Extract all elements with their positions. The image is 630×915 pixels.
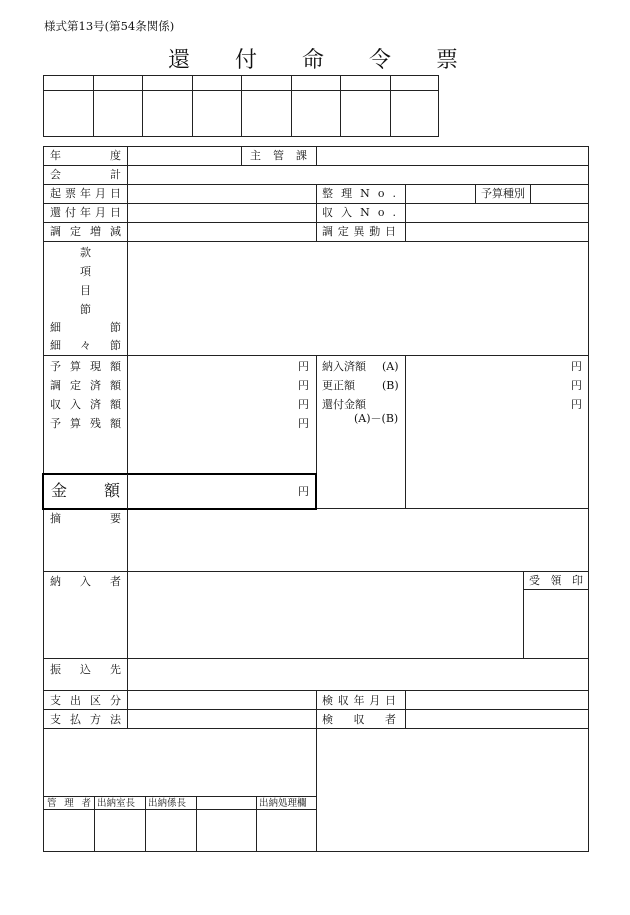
label-kan: 款	[80, 246, 91, 259]
label-adjustment-change-date: 調 定 異 動 日	[322, 225, 396, 238]
label-payer: 納 入 者	[50, 575, 121, 588]
label-saimoku-b: 節	[110, 321, 121, 334]
form-title: 還 付 命 令 票	[168, 48, 458, 73]
label-expenditure-class: 支 出 区 分	[50, 694, 121, 707]
label-year: 年 度	[50, 149, 121, 162]
label-tekiyou-b: 要	[110, 512, 121, 525]
approval-cashier-head: 出納係長	[148, 798, 187, 809]
label-received: 収 入 済 額	[50, 398, 121, 411]
yen-1: 円	[298, 360, 309, 373]
approval-manager: 管 理 者	[47, 798, 91, 809]
label-receipt-no: 収 入 N o .	[322, 206, 396, 219]
label-adjusted: 調 定 済 額	[50, 379, 121, 392]
label-receipt-seal: 受 領 印	[529, 574, 583, 587]
label-saimoku-a: 細	[50, 321, 61, 334]
label-inspection-date: 検 収 年 月 日	[322, 694, 396, 707]
label-supervising-section: 主 管 課	[250, 149, 307, 162]
label-transfer-to: 振 込 先	[50, 663, 121, 676]
label-saisai-mid: 々	[80, 339, 91, 352]
label-kou: 項	[80, 265, 91, 278]
label-correction: 更正額	[322, 379, 355, 392]
amount-total-box	[42, 473, 317, 510]
label-budget-remaining: 予 算 残 額	[50, 417, 121, 430]
label-moku: 目	[80, 284, 91, 297]
label-budget-current: 予 算 現 額	[50, 360, 121, 373]
label-inspector: 検 収 者	[322, 713, 396, 726]
label-accounting: 会 計	[50, 168, 121, 181]
yen-total: 円	[298, 485, 309, 498]
label-saisai-b: 節	[110, 339, 121, 352]
yen-6: 円	[571, 379, 582, 392]
yen-5: 円	[571, 360, 582, 373]
approval-processing: 出納処理欄	[259, 798, 307, 809]
yen-2: 円	[298, 379, 309, 392]
label-seiri-no: 整 理 N o .	[322, 187, 396, 200]
label-issue-date: 起 票 年 月 日	[50, 187, 121, 200]
approval-cashier-chief: 出納室長	[97, 798, 136, 809]
label-saisai-a: 細	[50, 339, 61, 352]
label-refund-amount: 還付金額	[322, 398, 366, 411]
label-refund-date: 還 付 年 月 日	[50, 206, 121, 219]
mark-a: (A)	[382, 360, 399, 373]
yen-4: 円	[298, 417, 309, 430]
label-budget-type: 予算種別	[481, 187, 525, 200]
label-kingaku-b: 額	[104, 481, 121, 500]
yen-7: 円	[571, 398, 582, 411]
label-kingaku-a: 金	[51, 481, 68, 500]
label-setsu: 節	[80, 303, 91, 316]
label-tekiyou-a: 摘	[50, 512, 61, 525]
label-payment-method: 支 払 方 法	[50, 713, 121, 726]
yen-3: 円	[298, 398, 309, 411]
amount-formula: (A)－(B)	[354, 412, 399, 425]
mark-b: (B)	[382, 379, 399, 392]
label-paid: 納入済額	[322, 360, 366, 373]
form-number: 様式第13号(第54条関係)	[44, 19, 175, 33]
label-adjustment-change: 調 定 増 減	[50, 225, 121, 238]
